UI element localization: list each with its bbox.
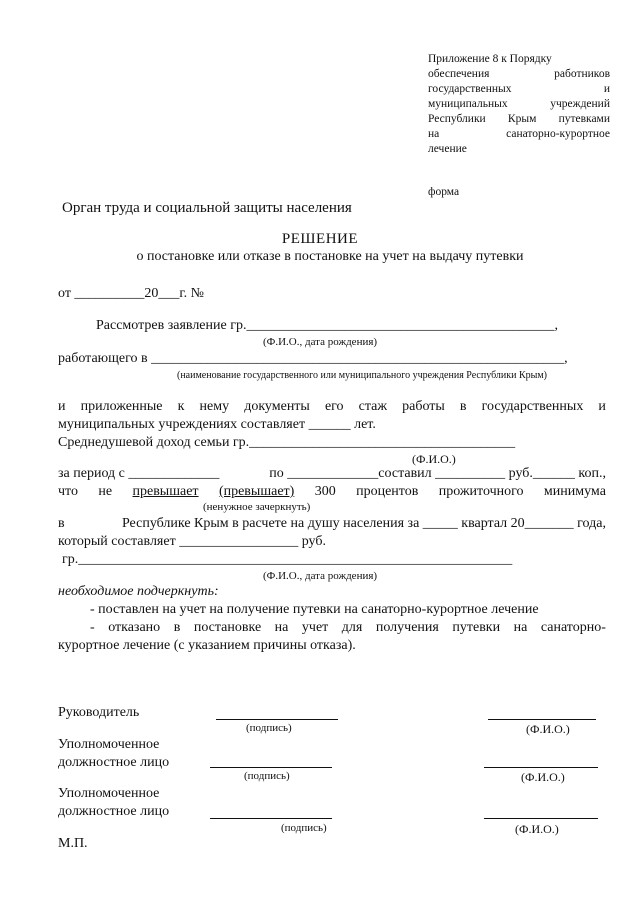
annex-line — [428, 67, 610, 82]
word: получения — [375, 620, 439, 635]
word: его — [324, 399, 344, 414]
document-title: РЕШЕНИЕ — [281, 231, 359, 247]
word: приложенные — [80, 399, 163, 414]
annex-word: путевками — [558, 113, 610, 125]
annex-word: санаторно-курортное — [506, 128, 610, 140]
exceed-line — [58, 484, 606, 500]
annex-word: Республики — [428, 113, 486, 125]
head-label: Руководитель — [58, 705, 140, 720]
annex-line: лечение — [428, 143, 467, 155]
official-label-1a: Уполномоченное — [58, 737, 160, 752]
annex-line — [428, 82, 610, 97]
word: и — [598, 399, 606, 414]
form-label: форма — [428, 186, 460, 198]
word: 300 — [314, 484, 336, 499]
word-underlined: (превышает) — [218, 484, 295, 499]
annex-block — [428, 52, 610, 200]
official-label-1b: должностное лицо — [58, 755, 170, 770]
working-line: работающего в ___________________________________________________________, — [58, 351, 568, 366]
stamp-label: М.П. — [58, 836, 88, 851]
fio-hint: (Ф.И.О.) — [526, 722, 570, 736]
period-to: по _____________составил __________ руб.______ коп., — [269, 466, 606, 481]
signature-hint: (подпись) — [281, 822, 327, 834]
organ-name: Орган труда и социальной защиты населения — [62, 200, 352, 216]
fio-hint: (Ф.И.О.) — [515, 822, 559, 836]
annex-word: муниципальных — [428, 98, 508, 110]
annex-word: обеспечения — [428, 68, 490, 80]
option-refused-cont: курортное лечение (с указанием причины отказа). — [58, 638, 356, 653]
document-subtitle: о постановке или отказе в постановке на учет на выдачу путевки — [136, 249, 524, 264]
word: на — [513, 620, 528, 635]
annex-word: работников — [554, 68, 610, 80]
word: путевки — [452, 620, 501, 635]
period-from: за период с _____________ — [58, 466, 220, 481]
word: государственных — [481, 399, 584, 414]
paragraph-documents — [58, 399, 606, 415]
hint-fio-birth: (Ф.И.О., дата рождения) — [263, 336, 378, 348]
annex-line — [428, 112, 610, 127]
word: документы — [244, 399, 310, 414]
application-line: Рассмотрев заявление гр.____________________________________________, — [96, 318, 558, 333]
signature-line — [210, 818, 332, 819]
hint-fio-birth-2: (Ф.И.О., дата рождения) — [263, 570, 378, 582]
annex-word: и — [603, 83, 610, 95]
signature-hint: (подпись) — [246, 722, 292, 734]
income-line: Среднедушевой доход семьи гр.______________________________________ — [58, 435, 516, 450]
word: нему — [199, 399, 230, 414]
fio-line — [484, 767, 598, 768]
signature-line — [216, 719, 338, 720]
word-underlined: превышает — [132, 484, 199, 499]
word: не — [98, 484, 113, 499]
underline-note: необходимое подчеркнуть: — [58, 584, 219, 599]
fio-line — [488, 719, 596, 720]
word: прожиточного — [438, 484, 524, 499]
annex-word: государственных — [428, 83, 512, 95]
word: - — [90, 620, 95, 635]
word: на — [274, 620, 289, 635]
word: в — [58, 516, 65, 531]
fio-line — [484, 818, 598, 819]
word: процентов — [356, 484, 419, 499]
word: к — [177, 399, 185, 414]
word: для — [341, 620, 363, 635]
hint-fio: (Ф.И.О.) — [412, 452, 456, 466]
word: отказано — [108, 620, 161, 635]
option-registered: - поставлен на учет на получение путевки на санаторно-курортное лечение — [90, 602, 539, 617]
word: минимума — [543, 484, 606, 499]
word: постановке — [193, 620, 262, 635]
hint-strike-out: (ненужное зачеркнуть) — [203, 501, 311, 513]
word: что — [58, 484, 78, 499]
period-line — [58, 466, 606, 482]
word: в — [459, 399, 467, 414]
hint-institution: (наименование государственного или муниципального учреждения Республики Крым) — [177, 370, 548, 381]
fio-hint: (Ф.И.О.) — [521, 770, 565, 784]
service-length-line: муниципальных учреждениях составляет ______ лет. — [58, 417, 376, 432]
word: в — [173, 620, 181, 635]
annex-line: Приложение 8 к Порядку — [428, 53, 552, 65]
annex-word: на — [428, 128, 440, 140]
amount-line: который составляет _________________ руб. — [58, 534, 326, 549]
official-label-2b: должностное лицо — [58, 804, 170, 819]
word: Республике Крым в расчете на душу населения за _____ квартал 20_______ года, — [121, 516, 606, 531]
annex-line — [428, 127, 610, 142]
word: учет — [301, 620, 329, 635]
signature-line — [210, 767, 332, 768]
word: стаж — [358, 399, 388, 414]
annex-word: учреждений — [550, 98, 610, 110]
signature-hint: (подпись) — [244, 770, 290, 782]
annex-word: Крым — [507, 113, 537, 125]
date-number-line: от __________20___г. № — [58, 286, 204, 301]
word: санаторно- — [540, 620, 606, 635]
word: и — [58, 399, 66, 414]
annex-line — [428, 97, 610, 112]
crimea-line — [58, 516, 606, 532]
citizen-line: гр.______________________________________________________________ — [62, 552, 513, 567]
option-refused — [90, 620, 606, 636]
word: работы — [402, 399, 445, 414]
official-label-2a: Уполномоченное — [58, 786, 160, 801]
